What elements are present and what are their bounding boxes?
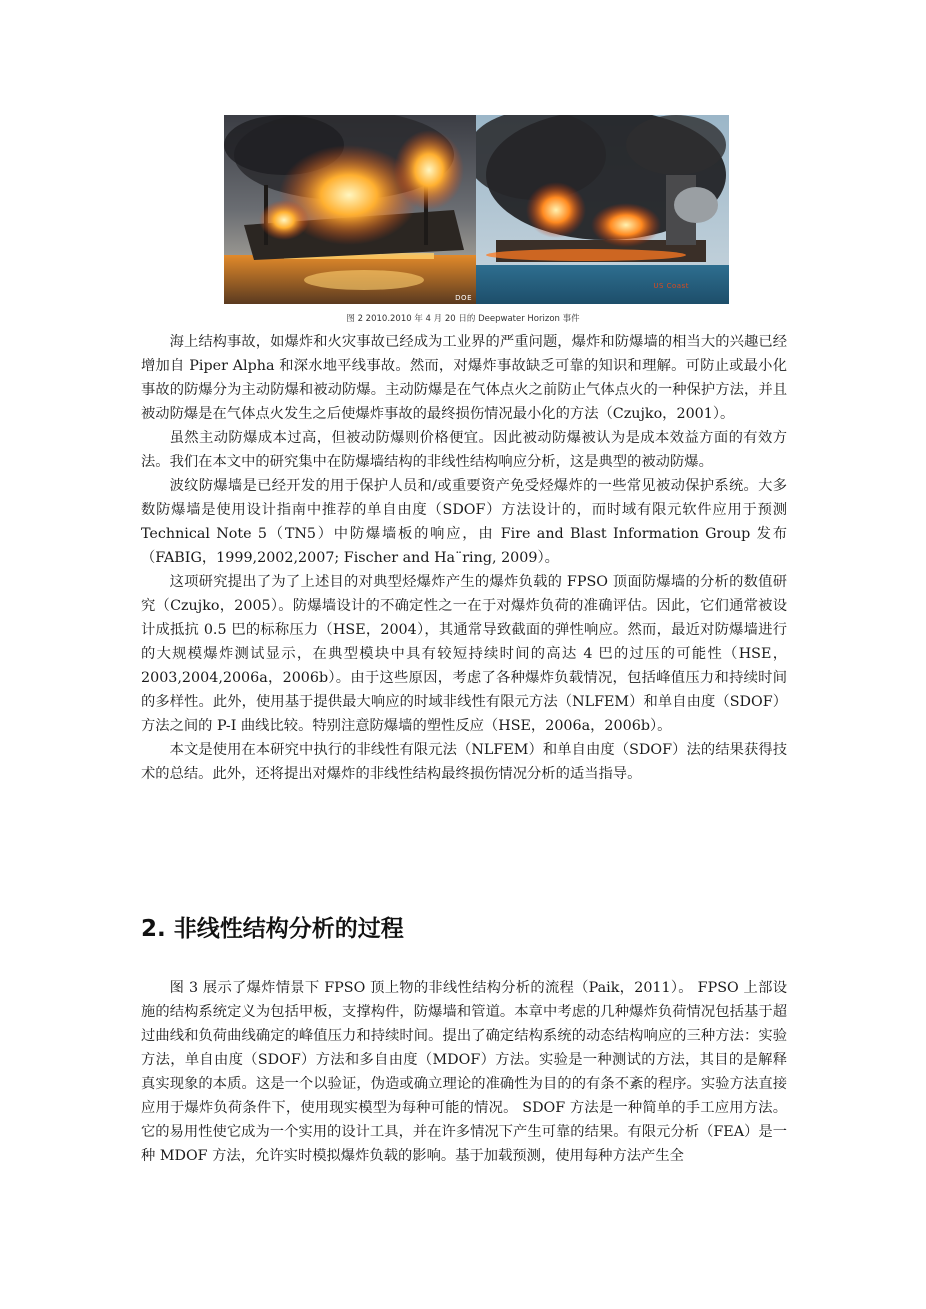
photo-platform-smoke (476, 115, 729, 304)
photo-label: US Coast (653, 282, 689, 290)
photo-label: DOE (455, 294, 472, 302)
paragraph: 波纹防爆墙是已经开发的用于保护人员和/或重要资产免受烃爆炸的一些常见被动保护系统。大多数防爆墙是使用设计指南中推荐的单自由度（SDOF）方法设计的，而时域有限元软件应用于预测 Technical Note 5（TN5）中防爆墙板的响应，由 Fire and Blast Information Group 发布（FABIG，1999,2002,2007; Fischer and Ha¨ring, 2009）。 (141, 478, 787, 566)
photo-platform-fire-sunset (224, 115, 476, 304)
figure-caption: 图 2 2010.2010 年 4 月 20 日的 Deepwater Horizon 事件 (346, 314, 580, 324)
section-heading: 2. 非线性结构分析的过程 (141, 916, 404, 942)
paragraph: 虽然主动防爆成本过高，但被动防爆则价格便宜。因此被动防爆被认为是成本效益方面的有效方法。我们在本文中的研究集中在防爆墙结构的非线性结构响应分析，这是典型的被动防爆。 (141, 430, 787, 470)
paragraph: 本文是使用在本研究中执行的非线性有限元法（NLFEM）和单自由度（SDOF）法的结果获得技术的总结。此外，还将提出对爆炸的非线性结构最终损伤情况分析的适当指导。 (141, 742, 787, 782)
figure-deepwater-horizon (224, 115, 729, 304)
paragraph: 海上结构事故，如爆炸和火灾事故已经成为工业界的严重问题，爆炸和防爆墙的相当大的兴趣已经增加自 Piper Alpha 和深水地平线事故。然而，对爆炸事故缺乏可靠的知识和理解。可防止或最小化事故的防爆分为主动防爆和被动防爆。主动防爆是在气体点火之前防止气体点火的一种保护方法，并且被动防爆是在气体点火发生之后使爆炸事故的最终损伤情况最小化的方法（Czujko，2001）。 (141, 334, 787, 422)
section-2-text (141, 976, 787, 1168)
section-1-text (141, 330, 787, 786)
paragraph: 这项研究提出了为了上述目的对典型烃爆炸产生的爆炸负载的 FPSO 顶面防爆墙的分析的数值研究（Czujko，2005）。防爆墙设计的不确定性之一在于对爆炸负荷的准确评估。因此，它们通常被设计成抵抗 0.5 巴的标称压力（HSE，2004），其通常导致截面的弹性响应。然而，最近对防爆墙进行的大规模爆炸测试显示，在典型模块中具有较短持续时间的高达 4 巴的过压的可能性（HSE，2003,2004,2006a，2006b）。由于这些原因，考虑了各种爆炸负载情况，包括峰值压力和持续时间的多样性。此外，使用基于提供最大响应的时域非线性有限元方法（NLFEM）和单自由度（SDOF）方法之间的 P-I 曲线比较。特别注意防爆墙的塑性反应（HSE，2006a，2006b）。 (141, 574, 787, 734)
paragraph: 图 3 展示了爆炸情景下 FPSO 顶上物的非线性结构分析的流程（Paik，2011）。 FPSO 上部设施的结构系统定义为包括甲板，支撑构件，防爆墙和管道。本章中考虑的几种爆炸负荷情况包括基于超过曲线和负荷曲线确定的峰值压力和持续时间。提出了确定结构系统的动态结构响应的三种方法：实验方法，单自由度（SDOF）方法和多自由度（MDOF）方法。实验是一种测试的方法，其目的是解释真实现象的本质。这是一个以验证，伪造或确立理论的准确性为目的的有条不紊的程序。实验方法直接应用于爆炸负荷条件下，使用现实模型为每种可能的情况。 SDOF 方法是一种简单的手工应用方法。它的易用性使它成为一个实用的设计工具，并在许多情况下产生可靠的结果。有限元分析（FEA）是一种 MDOF 方法，允许实时模拟爆炸负载的影响。基于加载预测，使用每种方法产生全 (141, 980, 787, 1164)
